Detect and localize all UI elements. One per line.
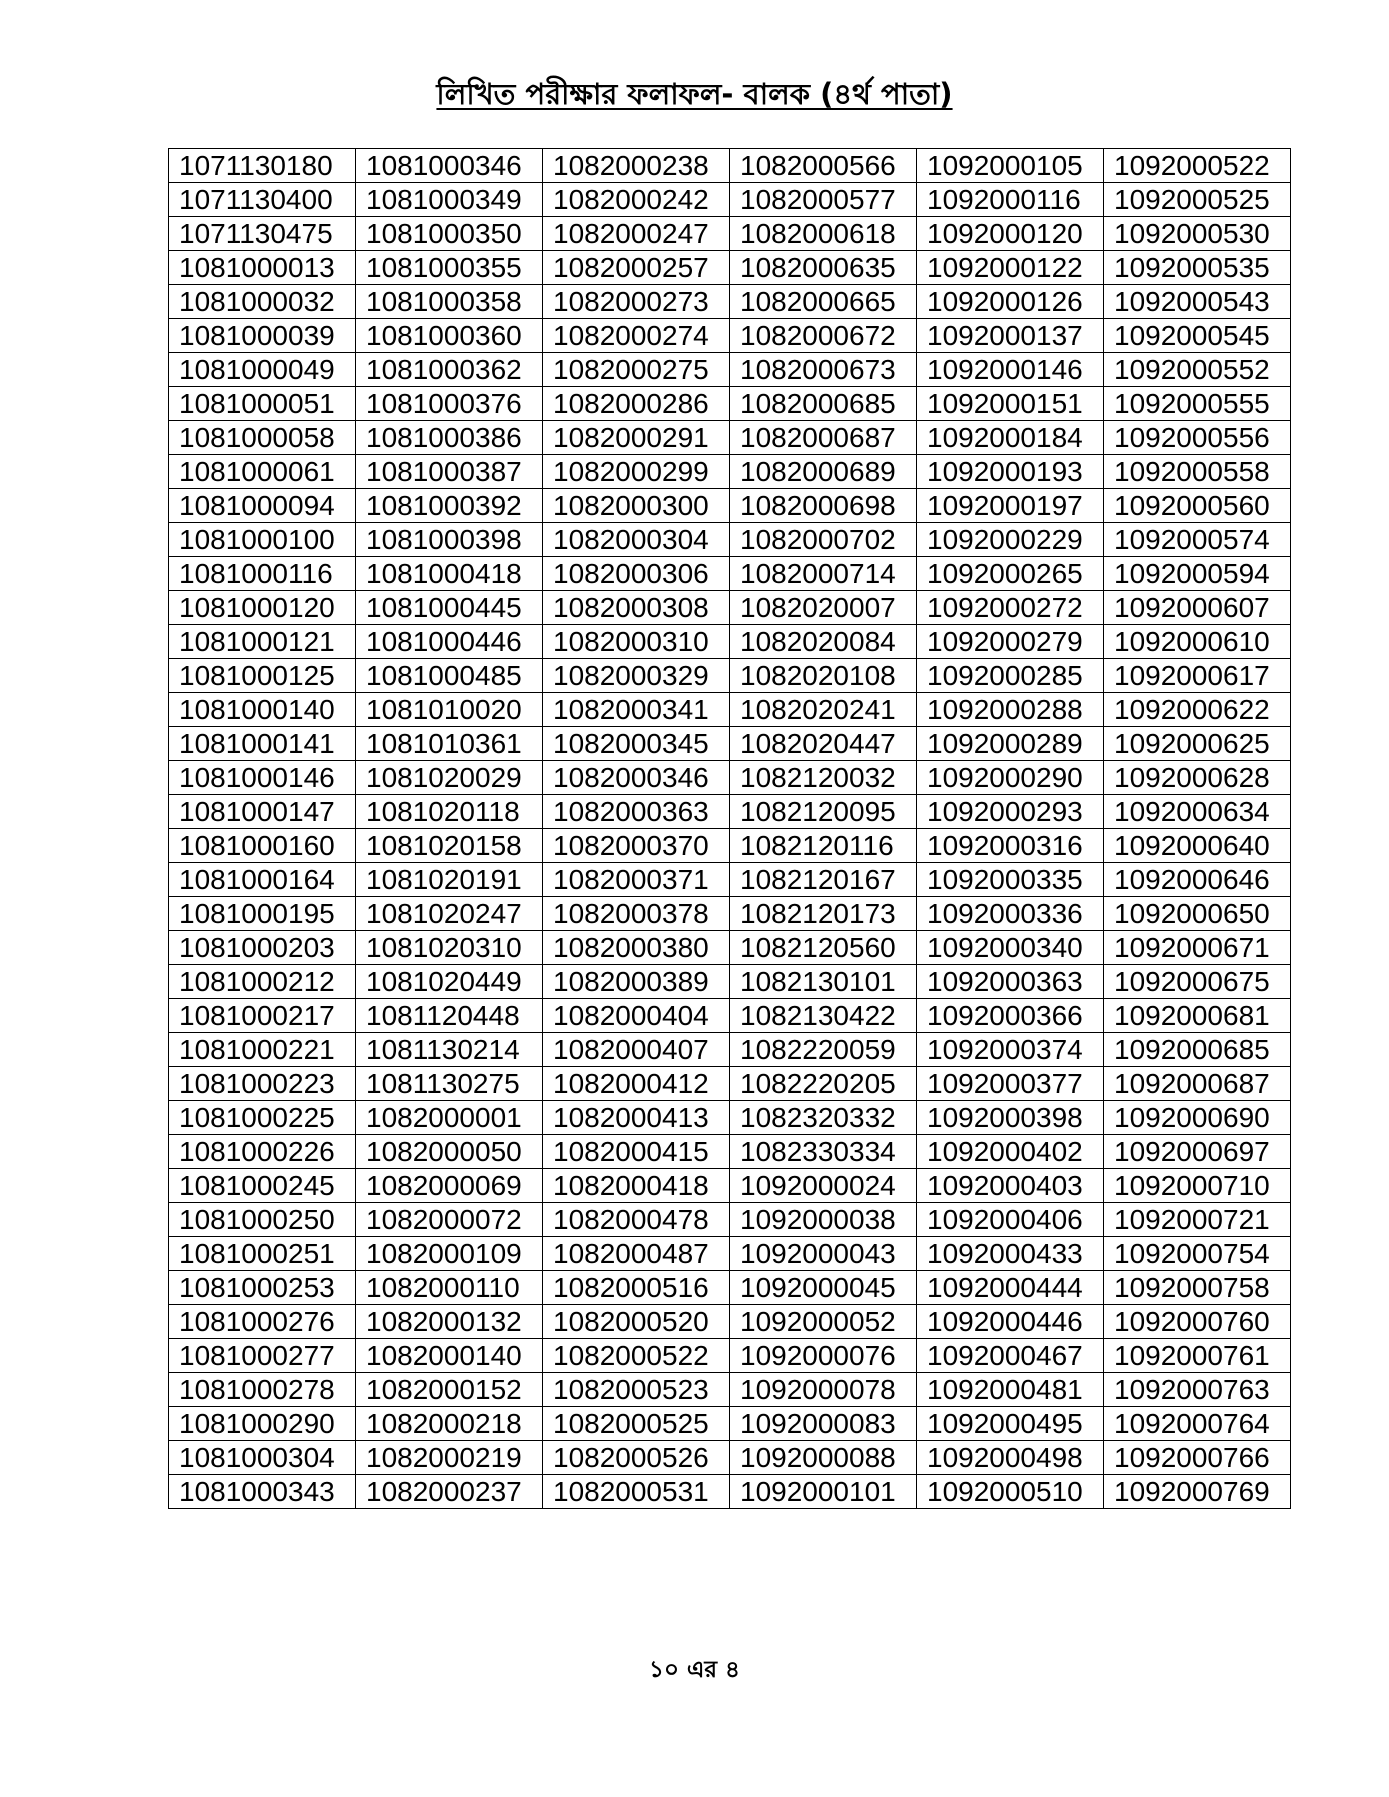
roll-number-cell: 1081000245	[169, 1169, 356, 1203]
roll-number-cell: 1082000689	[730, 455, 917, 489]
roll-number-cell: 1081120448	[356, 999, 543, 1033]
roll-number-cell: 1082000050	[356, 1135, 543, 1169]
roll-number-cell: 1081000121	[169, 625, 356, 659]
roll-number-cell: 1081000058	[169, 421, 356, 455]
roll-number-cell: 1092000229	[917, 523, 1104, 557]
roll-number-cell: 1081000278	[169, 1373, 356, 1407]
roll-number-cell: 1082000329	[543, 659, 730, 693]
roll-number-cell: 1092000646	[1104, 863, 1291, 897]
roll-number-cell: 1081000277	[169, 1339, 356, 1373]
table-row	[169, 1339, 1291, 1373]
roll-number-cell: 1092000366	[917, 999, 1104, 1033]
roll-number-cell: 1092000116	[917, 183, 1104, 217]
roll-number-cell: 1081000203	[169, 931, 356, 965]
roll-number-cell: 1092000265	[917, 557, 1104, 591]
roll-number-cell: 1082000665	[730, 285, 917, 319]
roll-number-cell: 1082000140	[356, 1339, 543, 1373]
table-row	[169, 251, 1291, 285]
roll-number-cell: 1082330334	[730, 1135, 917, 1169]
roll-number-cell: 1082130101	[730, 965, 917, 999]
roll-number-cell: 1082000247	[543, 217, 730, 251]
roll-number-cell: 1092000122	[917, 251, 1104, 285]
table-row	[169, 149, 1291, 183]
roll-number-cell: 1081000094	[169, 489, 356, 523]
table-row	[169, 693, 1291, 727]
roll-number-cell: 1081000223	[169, 1067, 356, 1101]
roll-number-cell: 1081000049	[169, 353, 356, 387]
roll-number-cell: 1092000697	[1104, 1135, 1291, 1169]
roll-number-cell: 1082000299	[543, 455, 730, 489]
roll-number-cell: 1092000403	[917, 1169, 1104, 1203]
roll-number-cell: 1092000184	[917, 421, 1104, 455]
roll-number-cell: 1081010361	[356, 727, 543, 761]
table-row	[169, 557, 1291, 591]
roll-number-cell: 1081130214	[356, 1033, 543, 1067]
table-row	[169, 1305, 1291, 1339]
roll-number-cell: 1092000754	[1104, 1237, 1291, 1271]
roll-number-cell: 1082000370	[543, 829, 730, 863]
roll-number-cell: 1081000032	[169, 285, 356, 319]
table-row	[169, 1373, 1291, 1407]
roll-number-cell: 1081020118	[356, 795, 543, 829]
roll-number-cell: 1082000378	[543, 897, 730, 931]
roll-number-cell: 1082120167	[730, 863, 917, 897]
roll-number-cell: 1092000024	[730, 1169, 917, 1203]
roll-number-cell: 1081000212	[169, 965, 356, 999]
roll-number-cell: 1092000617	[1104, 659, 1291, 693]
table-row	[169, 1271, 1291, 1305]
roll-number-cell: 1082320332	[730, 1101, 917, 1135]
table-row	[169, 727, 1291, 761]
roll-number-cell: 1082000526	[543, 1441, 730, 1475]
roll-number-cell: 1082000371	[543, 863, 730, 897]
roll-number-cell: 1082000363	[543, 795, 730, 829]
roll-number-cell: 1071130180	[169, 149, 356, 183]
roll-number-cell: 1082020084	[730, 625, 917, 659]
roll-number-cell: 1082000308	[543, 591, 730, 625]
roll-number-cell: 1092000045	[730, 1271, 917, 1305]
table-row	[169, 1067, 1291, 1101]
roll-number-cell: 1081000253	[169, 1271, 356, 1305]
roll-number-cell: 1081000039	[169, 319, 356, 353]
roll-number-cell: 1092000763	[1104, 1373, 1291, 1407]
roll-number-cell: 1092000193	[917, 455, 1104, 489]
table-row	[169, 353, 1291, 387]
roll-number-cell: 1081000349	[356, 183, 543, 217]
roll-number-cell: 1081000221	[169, 1033, 356, 1067]
roll-number-cell: 1092000628	[1104, 761, 1291, 795]
roll-number-cell: 1081000360	[356, 319, 543, 353]
roll-number-cell: 1092000126	[917, 285, 1104, 319]
roll-number-cell: 1082120560	[730, 931, 917, 965]
table-row	[169, 863, 1291, 897]
roll-number-cell: 1092000769	[1104, 1475, 1291, 1509]
table-row	[169, 217, 1291, 251]
roll-number-cell: 1082000380	[543, 931, 730, 965]
roll-number-cell: 1092000522	[1104, 149, 1291, 183]
roll-number-cell: 1081000195	[169, 897, 356, 931]
roll-number-cell: 1082000618	[730, 217, 917, 251]
table-row	[169, 489, 1291, 523]
roll-number-cell: 1092000272	[917, 591, 1104, 625]
roll-number-cell: 1092000760	[1104, 1305, 1291, 1339]
roll-number-cell: 1082000001	[356, 1101, 543, 1135]
roll-number-cell: 1092000406	[917, 1203, 1104, 1237]
roll-number-cell: 1081000120	[169, 591, 356, 625]
table-row	[169, 1237, 1291, 1271]
roll-number-cell: 1092000545	[1104, 319, 1291, 353]
roll-number-cell: 1081000116	[169, 557, 356, 591]
roll-number-cell: 1092000625	[1104, 727, 1291, 761]
roll-number-cell: 1092000495	[917, 1407, 1104, 1441]
roll-number-cell: 1092000634	[1104, 795, 1291, 829]
roll-number-cell: 1082000110	[356, 1271, 543, 1305]
roll-number-cell: 1081000343	[169, 1475, 356, 1509]
roll-number-cell: 1092000101	[730, 1475, 917, 1509]
roll-number-cell: 1082000286	[543, 387, 730, 421]
roll-number-cell: 1081000290	[169, 1407, 356, 1441]
roll-number-cell: 1081000051	[169, 387, 356, 421]
roll-number-cell: 1081000217	[169, 999, 356, 1033]
roll-number-cell: 1082120032	[730, 761, 917, 795]
roll-number-cell: 1071130475	[169, 217, 356, 251]
table-row	[169, 1407, 1291, 1441]
roll-number-cell: 1082000257	[543, 251, 730, 285]
roll-number-cell: 1092000510	[917, 1475, 1104, 1509]
roll-number-cell: 1082130422	[730, 999, 917, 1033]
roll-number-cell: 1092000043	[730, 1237, 917, 1271]
roll-number-cell: 1092000766	[1104, 1441, 1291, 1475]
roll-number-cell: 1081000125	[169, 659, 356, 693]
roll-number-cell: 1092000340	[917, 931, 1104, 965]
roll-number-cell: 1081000445	[356, 591, 543, 625]
roll-number-cell: 1092000594	[1104, 557, 1291, 591]
roll-number-cell: 1082000242	[543, 183, 730, 217]
roll-number-cell: 1082020241	[730, 693, 917, 727]
table-row	[169, 1033, 1291, 1067]
roll-number-cell: 1082000702	[730, 523, 917, 557]
roll-number-cell: 1092000088	[730, 1441, 917, 1475]
roll-number-cell: 1081000013	[169, 251, 356, 285]
roll-number-cell: 1082000516	[543, 1271, 730, 1305]
table-row	[169, 1475, 1291, 1509]
roll-number-cell: 1092000105	[917, 149, 1104, 183]
roll-number-cell: 1092000197	[917, 489, 1104, 523]
roll-number-cell: 1092000685	[1104, 1033, 1291, 1067]
roll-number-cell: 1092000052	[730, 1305, 917, 1339]
roll-number-cell: 1082000072	[356, 1203, 543, 1237]
roll-number-cell: 1081020449	[356, 965, 543, 999]
table-row	[169, 659, 1291, 693]
roll-number-cell: 1082000310	[543, 625, 730, 659]
roll-number-cell: 1092000293	[917, 795, 1104, 829]
roll-number-cell: 1092000560	[1104, 489, 1291, 523]
roll-number-cell: 1082000698	[730, 489, 917, 523]
roll-number-cell: 1082000635	[730, 251, 917, 285]
roll-number-cell: 1092000151	[917, 387, 1104, 421]
roll-number-cell: 1092000574	[1104, 523, 1291, 557]
table-row	[169, 421, 1291, 455]
roll-number-cell: 1082000152	[356, 1373, 543, 1407]
roll-number-cell: 1082000273	[543, 285, 730, 319]
roll-number-cell: 1092000622	[1104, 693, 1291, 727]
table-row	[169, 1135, 1291, 1169]
roll-number-cell: 1082000275	[543, 353, 730, 387]
roll-number-cell: 1081000350	[356, 217, 543, 251]
roll-number-cell: 1081000147	[169, 795, 356, 829]
roll-number-cell: 1082020447	[730, 727, 917, 761]
table-row	[169, 1101, 1291, 1135]
roll-number-cell: 1092000758	[1104, 1271, 1291, 1305]
table-row	[169, 591, 1291, 625]
roll-number-cell: 1082000531	[543, 1475, 730, 1509]
roll-number-cell: 1081020247	[356, 897, 543, 931]
roll-number-cell: 1082020108	[730, 659, 917, 693]
roll-number-cell: 1092000650	[1104, 897, 1291, 931]
roll-number-cell: 1082000218	[356, 1407, 543, 1441]
roll-number-cell: 1081000418	[356, 557, 543, 591]
roll-number-cell: 1082000714	[730, 557, 917, 591]
roll-number-cell: 1082000687	[730, 421, 917, 455]
roll-number-cell: 1081020310	[356, 931, 543, 965]
table-row	[169, 1169, 1291, 1203]
roll-number-cell: 1082000346	[543, 761, 730, 795]
roll-number-cell: 1092000377	[917, 1067, 1104, 1101]
table-row	[169, 387, 1291, 421]
roll-number-cell: 1082000306	[543, 557, 730, 591]
roll-number-cell: 1081000164	[169, 863, 356, 897]
roll-number-cell: 1081000386	[356, 421, 543, 455]
roll-number-cell: 1092000402	[917, 1135, 1104, 1169]
roll-number-cell: 1082000341	[543, 693, 730, 727]
roll-number-cell: 1081000376	[356, 387, 543, 421]
roll-number-cell: 1081000141	[169, 727, 356, 761]
roll-number-cell: 1092000761	[1104, 1339, 1291, 1373]
roll-number-cell: 1092000363	[917, 965, 1104, 999]
table-row	[169, 795, 1291, 829]
roll-number-cell: 1092000146	[917, 353, 1104, 387]
roll-number-cell: 1081000276	[169, 1305, 356, 1339]
table-row	[169, 1203, 1291, 1237]
page-title	[0, 74, 1389, 114]
roll-number-cell: 1092000120	[917, 217, 1104, 251]
roll-number-cell: 1081020191	[356, 863, 543, 897]
roll-number-cell: 1082000685	[730, 387, 917, 421]
page-number: ১০ এর ৪	[649, 1657, 740, 1683]
roll-number-cell: 1092000671	[1104, 931, 1291, 965]
roll-number-cell: 1092000316	[917, 829, 1104, 863]
roll-number-cell: 1081010020	[356, 693, 543, 727]
roll-number-cell: 1092000481	[917, 1373, 1104, 1407]
table-row	[169, 319, 1291, 353]
table-row	[169, 625, 1291, 659]
roll-number-cell: 1081000387	[356, 455, 543, 489]
roll-number-cell: 1081000146	[169, 761, 356, 795]
roll-number-cell: 1092000374	[917, 1033, 1104, 1067]
roll-number-cell: 1092000721	[1104, 1203, 1291, 1237]
table-row	[169, 999, 1291, 1033]
table-row	[169, 965, 1291, 999]
roll-number-cell: 1092000555	[1104, 387, 1291, 421]
roll-number-cell: 1082000274	[543, 319, 730, 353]
roll-number-cell: 1081000304	[169, 1441, 356, 1475]
roll-number-cell: 1082000415	[543, 1135, 730, 1169]
roll-number-cell: 1092000607	[1104, 591, 1291, 625]
table-row	[169, 455, 1291, 489]
roll-number-cell: 1071130400	[169, 183, 356, 217]
roll-number-cell: 1092000675	[1104, 965, 1291, 999]
roll-number-cell: 1082000345	[543, 727, 730, 761]
roll-number-cell: 1082000520	[543, 1305, 730, 1339]
roll-number-cell: 1081130275	[356, 1067, 543, 1101]
roll-number-cell: 1081000358	[356, 285, 543, 319]
table-row	[169, 829, 1291, 863]
roll-number-cell: 1081000362	[356, 353, 543, 387]
roll-number-cell: 1082000300	[543, 489, 730, 523]
roll-number-cell: 1082220059	[730, 1033, 917, 1067]
results-table	[168, 148, 1291, 1509]
roll-number-cell: 1081000225	[169, 1101, 356, 1135]
roll-number-cell: 1082000577	[730, 183, 917, 217]
page-title-text: লিখিত পরীক্ষার ফলাফল- বালক (৪র্থ পাতা)	[436, 77, 953, 111]
roll-number-cell: 1082000673	[730, 353, 917, 387]
roll-number-cell: 1081000251	[169, 1237, 356, 1271]
roll-number-cell: 1082000478	[543, 1203, 730, 1237]
results-table-body	[169, 149, 1291, 1509]
roll-number-cell: 1082000132	[356, 1305, 543, 1339]
roll-number-cell: 1092000556	[1104, 421, 1291, 455]
roll-number-cell: 1081000100	[169, 523, 356, 557]
roll-number-cell: 1082000413	[543, 1101, 730, 1135]
roll-number-cell: 1082000238	[543, 149, 730, 183]
roll-number-cell: 1082000525	[543, 1407, 730, 1441]
table-row	[169, 931, 1291, 965]
roll-number-cell: 1082000418	[543, 1169, 730, 1203]
roll-number-cell: 1082120116	[730, 829, 917, 863]
roll-number-cell: 1081000392	[356, 489, 543, 523]
roll-number-cell: 1082120095	[730, 795, 917, 829]
roll-number-cell: 1082000291	[543, 421, 730, 455]
roll-number-cell: 1092000336	[917, 897, 1104, 931]
roll-number-cell: 1082020007	[730, 591, 917, 625]
roll-number-cell: 1092000446	[917, 1305, 1104, 1339]
roll-number-cell: 1092000710	[1104, 1169, 1291, 1203]
roll-number-cell: 1092000690	[1104, 1101, 1291, 1135]
roll-number-cell: 1082000672	[730, 319, 917, 353]
roll-number-cell: 1092000288	[917, 693, 1104, 727]
roll-number-cell: 1081000446	[356, 625, 543, 659]
roll-number-cell: 1082000304	[543, 523, 730, 557]
table-row	[169, 897, 1291, 931]
roll-number-cell: 1092000681	[1104, 999, 1291, 1033]
roll-number-cell: 1081000160	[169, 829, 356, 863]
roll-number-cell: 1092000543	[1104, 285, 1291, 319]
roll-number-cell: 1092000078	[730, 1373, 917, 1407]
roll-number-cell: 1082220205	[730, 1067, 917, 1101]
roll-number-cell: 1082000389	[543, 965, 730, 999]
roll-number-cell: 1092000444	[917, 1271, 1104, 1305]
roll-number-cell: 1092000467	[917, 1339, 1104, 1373]
roll-number-cell: 1082000487	[543, 1237, 730, 1271]
roll-number-cell: 1081000398	[356, 523, 543, 557]
roll-number-cell: 1092000433	[917, 1237, 1104, 1271]
roll-number-cell: 1082000523	[543, 1373, 730, 1407]
roll-number-cell: 1082120173	[730, 897, 917, 931]
roll-number-cell: 1082000109	[356, 1237, 543, 1271]
roll-number-cell: 1081000140	[169, 693, 356, 727]
roll-number-cell: 1092000289	[917, 727, 1104, 761]
roll-number-cell: 1092000137	[917, 319, 1104, 353]
roll-number-cell: 1081000250	[169, 1203, 356, 1237]
roll-number-cell: 1092000290	[917, 761, 1104, 795]
table-row	[169, 523, 1291, 557]
roll-number-cell: 1081020029	[356, 761, 543, 795]
roll-number-cell: 1081000485	[356, 659, 543, 693]
roll-number-cell: 1092000525	[1104, 183, 1291, 217]
roll-number-cell: 1092000530	[1104, 217, 1291, 251]
roll-number-cell: 1092000640	[1104, 829, 1291, 863]
roll-number-cell: 1092000610	[1104, 625, 1291, 659]
roll-number-cell: 1092000552	[1104, 353, 1291, 387]
roll-number-cell: 1092000764	[1104, 1407, 1291, 1441]
roll-number-cell: 1092000285	[917, 659, 1104, 693]
roll-number-cell: 1092000535	[1104, 251, 1291, 285]
roll-number-cell: 1081000226	[169, 1135, 356, 1169]
table-row	[169, 761, 1291, 795]
roll-number-cell: 1081000061	[169, 455, 356, 489]
table-row	[169, 183, 1291, 217]
roll-number-cell: 1092000083	[730, 1407, 917, 1441]
roll-number-cell: 1082000237	[356, 1475, 543, 1509]
roll-number-cell: 1082000404	[543, 999, 730, 1033]
roll-number-cell: 1092000398	[917, 1101, 1104, 1135]
roll-number-cell: 1092000038	[730, 1203, 917, 1237]
roll-number-cell: 1092000335	[917, 863, 1104, 897]
roll-number-cell: 1092000558	[1104, 455, 1291, 489]
roll-number-cell: 1082000407	[543, 1033, 730, 1067]
table-row	[169, 1441, 1291, 1475]
roll-number-cell: 1081020158	[356, 829, 543, 863]
roll-number-cell: 1082000522	[543, 1339, 730, 1373]
roll-number-cell: 1082000069	[356, 1169, 543, 1203]
roll-number-cell: 1082000412	[543, 1067, 730, 1101]
roll-number-cell: 1092000076	[730, 1339, 917, 1373]
roll-number-cell: 1092000279	[917, 625, 1104, 659]
roll-number-cell: 1082000219	[356, 1441, 543, 1475]
roll-number-cell: 1092000687	[1104, 1067, 1291, 1101]
roll-number-cell: 1082000566	[730, 149, 917, 183]
roll-number-cell: 1081000355	[356, 251, 543, 285]
roll-number-cell: 1092000498	[917, 1441, 1104, 1475]
roll-number-cell: 1081000346	[356, 149, 543, 183]
table-row	[169, 285, 1291, 319]
